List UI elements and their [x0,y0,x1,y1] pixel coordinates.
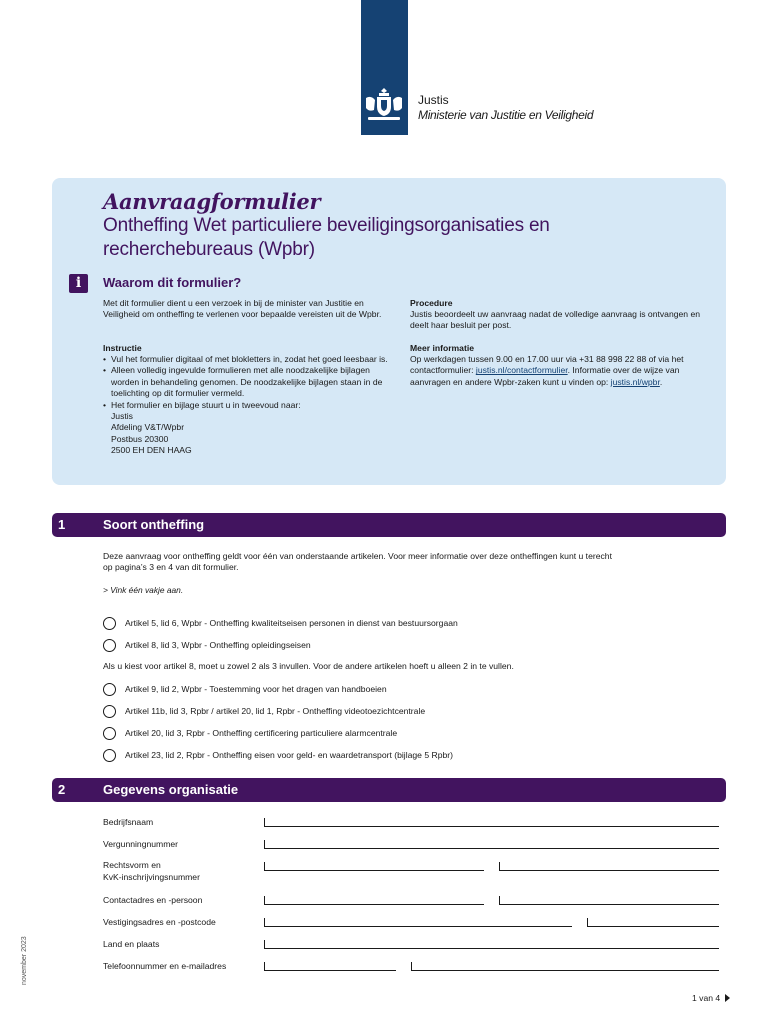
option-article-20[interactable]: Artikel 20, lid 3, Rpbr - Ontheffing certificering particuliere alarmcentrale [103,725,397,741]
option-article-11b[interactable]: Artikel 11b, lid 3, Rpbr / artikel 20, lid 1, Rpbr - Ontheffing videotoezichtcentrale [103,703,425,719]
coat-of-arms-icon [363,86,405,122]
phone-field[interactable] [264,962,396,971]
procedure-text: Justis beoordeelt uw aanvraag nadat de volledige aanvraag is ontvangen en deelt haar besluit per post. [410,309,701,331]
option-article-8[interactable]: Artikel 8, lid 3, Wpbr - Ontheffing opleidingseisen [103,637,311,653]
kvk-number-field[interactable] [499,862,719,871]
why-heading: Waarom dit formulier? [103,275,242,290]
address-line: Postbus 20300 [111,433,169,444]
label-business-address: Vestigingsadres en -postcode [103,917,216,927]
radio-button[interactable] [103,683,116,696]
contact-form-link[interactable]: justis.nl/contactformulier [475,365,568,376]
option-article-9[interactable]: Artikel 9, lid 2, Wpbr - Toestemming voor het dragen van handboeien [103,681,387,697]
email-field[interactable] [411,962,719,971]
side-date: november 2023 [21,936,28,985]
next-arrow-icon[interactable] [725,994,730,1002]
address-line: Afdeling V&T/Wpbr [111,422,185,433]
more-info-text: Op werkdagen tussen 9.00 en 17.00 uur via +31 88 998 22 88 of via het contactformulier: justis.nl/contactformulier. Informatie over de wijze van aanvragen en andere Wpbr-zaken kunt u vinden op: justis.nl/wpbr. [410,354,684,387]
form-title: Aanvraagformulier [103,189,321,214]
section-header-2 [52,778,726,802]
postcode-field[interactable] [587,918,719,927]
radio-button[interactable] [103,705,116,718]
radio-button[interactable] [103,639,116,652]
license-number-field[interactable] [264,840,719,849]
section-title: Soort ontheffing [103,517,205,532]
why-text: Met dit formulier dient u een verzoek in bij de minister van Justitie en Veiligheid om ontheffing te verlenen voor bepaalde vereisten uit de Wpbr. [103,298,382,320]
option-article-23[interactable]: Artikel 23, lid 2, Rpbr - Ontheffing eisen voor geld- en waardetransport (bijlage 5 Rpbr) [103,747,453,763]
instruction-list [103,354,393,457]
label-contact: Contactadres en -persoon [103,895,203,905]
org-name: Justis [418,93,449,107]
country-city-field[interactable] [264,940,719,949]
label-phone-email: Telefoonnummer en e-mailadres [103,961,227,971]
option-article-5[interactable]: Artikel 5, lid 6, Wpbr - Ontheffing kwaliteitseisen personen in dienst van bestuursorgaan [103,615,458,631]
section1-hint: > Vink één vakje aan. [103,585,184,595]
radio-button[interactable] [103,749,116,762]
label-kvk-number: KvK-inschrijvingsnummer [103,872,200,882]
org-subtitle: Ministerie van Justitie en Veiligheid [418,108,594,122]
label-legal-form: Rechtsvorm en [103,860,161,870]
address-line: Justis [111,411,133,422]
list-item: • Vul het formulier digitaal of met blokletters in, zodat het goed leesbaar is. [103,354,393,365]
section1-note: Als u kiest voor artikel 8, moet u zowel 2 als 3 invullen. Voor de andere artikelen hoeft u alleen 2 in te vullen. [103,661,514,671]
legal-form-field[interactable] [264,862,484,871]
page-indicator: 1 van 4 [692,993,730,1003]
section-number: 1 [58,517,66,532]
procedure-heading: Procedure [410,298,453,308]
label-license-number: Vergunningnummer [103,839,179,849]
wpbr-link[interactable]: justis.nl/wpbr [610,376,660,387]
instruction-heading: Instructie [103,343,142,353]
business-address-field[interactable] [264,918,572,927]
radio-button[interactable] [103,617,116,630]
list-item: • Alleen volledig ingevulde formulieren met alle noodzakelijke bijlagen worden in behandeling genomen. De noodzakelijke bijlagen staan in de toelichting op dit formulier vermeld. [103,365,393,399]
section-title: Gegevens organisatie [103,782,239,797]
company-name-field[interactable] [264,818,719,827]
address-line: 2500 EH DEN HAAG [111,445,192,456]
contact-person-field[interactable] [499,896,719,905]
section1-intro: Deze aanvraag voor ontheffing geldt voor één van onderstaande artikelen. Voor meer informatie over deze ontheffingen kunt u terecht op pagina’s 3 en 4 van dit formulier. [103,551,612,573]
info-icon: i [69,274,88,293]
label-company-name: Bedrijfsnaam [103,817,154,827]
form-subtitle: Ontheffing Wet particuliere beveiligingsorganisaties en recherchebureaus (Wpbr) [103,215,550,260]
section-header-1 [52,513,726,537]
label-country-city: Land en plaats [103,939,160,949]
contact-address-field[interactable] [264,896,484,905]
radio-button[interactable] [103,727,116,740]
more-info-heading: Meer informatie [410,343,474,353]
section-number: 2 [58,782,66,797]
list-item: • Het formulier en bijlage stuurt u in tweevoud naar: Justis Afdeling V&T/Wpbr Postbus 20300 2500 EH DEN HAAG [103,400,393,457]
